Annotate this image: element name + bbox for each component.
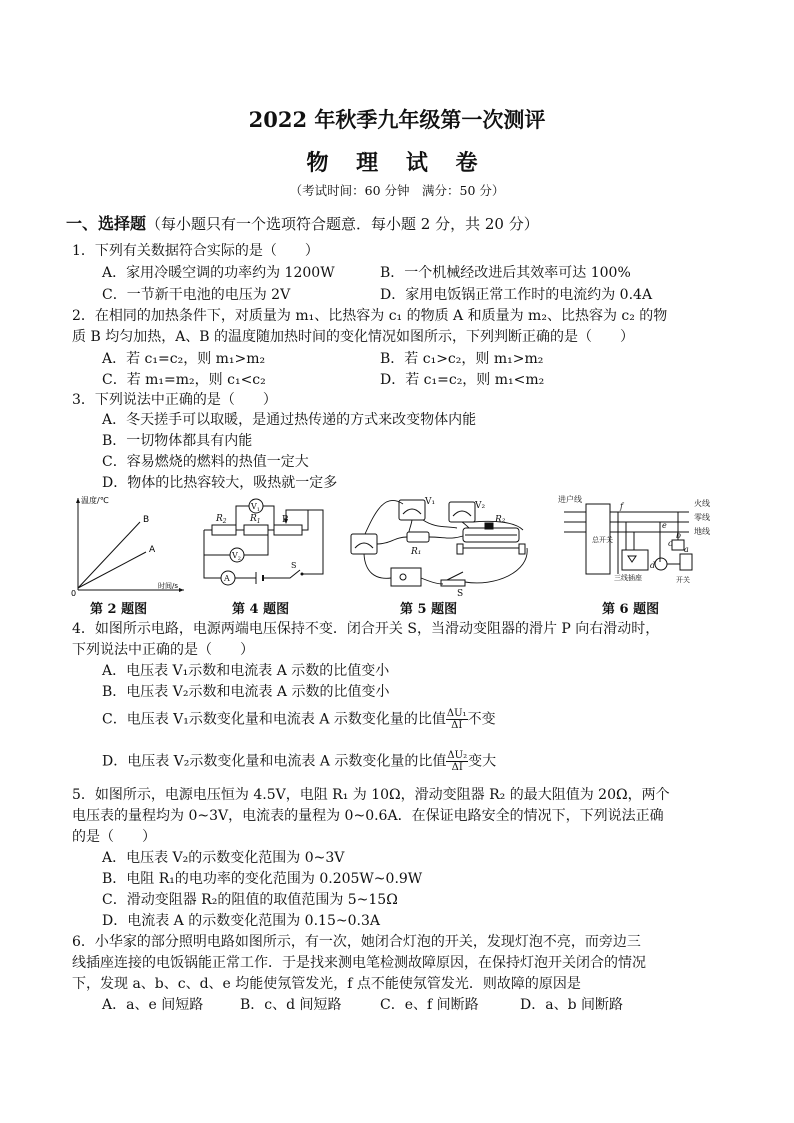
figure-q2-graph bbox=[68, 492, 188, 598]
q5-line3: 的是（ ） bbox=[72, 829, 156, 845]
svg-text:火线: 火线 bbox=[694, 499, 710, 508]
svg-text:f: f bbox=[620, 502, 623, 511]
q2-option-d: D．若 c₁=c₂，则 m₁<m₂ bbox=[380, 372, 545, 388]
fraction-d: $\frac{\text{ΔU₂}}{\Delta I}$ bbox=[447, 750, 468, 773]
q5-option-a: A．电压表 V₂的示数变化范围为 0~3V bbox=[102, 850, 345, 866]
svg-text:总开关: 总开关 bbox=[592, 536, 613, 544]
graph-label-a: A bbox=[149, 545, 156, 555]
q4-line2: 下列说法中正确的是（ ） bbox=[72, 642, 254, 658]
section-heading bbox=[66, 211, 539, 234]
figure-q5-apparatus bbox=[345, 492, 540, 598]
svg-text:e: e bbox=[662, 521, 667, 530]
svg-text:R1: $R_1$ bbox=[250, 514, 261, 525]
svg-text:c: c bbox=[668, 539, 673, 548]
svg-text:V2: $V_2$ bbox=[232, 551, 241, 562]
q1-stem: 1．下列有关数据符合实际的是（ ） bbox=[72, 243, 319, 259]
svg-text:S: S bbox=[457, 589, 464, 598]
q4-option-b: B．电压表 V₂示数和电流表 A 示数的比值变小 bbox=[102, 684, 390, 700]
exam-info: （考试时间：60 分钟 满分：50 分） bbox=[289, 183, 505, 198]
svg-text:进户线: 进户线 bbox=[558, 495, 582, 504]
q5-line2: 电压表的量程均为 0~3V，电流表的量程为 0~0.6A．在保证电路安全的情况下，下列说法正确 bbox=[72, 808, 664, 824]
graph-line-b bbox=[78, 522, 140, 588]
svg-text:开关: 开关 bbox=[676, 576, 690, 584]
svg-text:V1: $V_1$ bbox=[251, 502, 260, 513]
svg-text:V₂: V₂ bbox=[475, 501, 486, 511]
q3-stem: 3．下列说法中正确的是（ ） bbox=[72, 392, 277, 408]
q6-line1: 6．小华家的部分照明电路如图所示，有一次，她闭合灯泡的开关，发现灯泡不亮，而旁边三 bbox=[72, 934, 641, 950]
svg-text:地线: 地线 bbox=[694, 527, 710, 536]
svg-text:a: a bbox=[684, 545, 689, 554]
section-instructions: （每小题只有一个选项符合题意．每小题 2 分，共 20 分） bbox=[146, 215, 539, 233]
svg-text:R2: $R_2$ bbox=[216, 514, 227, 525]
q2-option-a: A．若 c₁=c₂，则 m₁>m₂ bbox=[102, 351, 266, 367]
q2-option-b: B．若 c₁>c₂，则 m₁>m₂ bbox=[380, 351, 544, 367]
section-title: 一、选择题 bbox=[66, 214, 147, 233]
svg-text:R₁: R₁ bbox=[411, 547, 422, 557]
q2-line2: 质 B 均匀加热，A、B 的温度随加热时间的变化情况如图所示，下列判断正确的是（ ） bbox=[72, 329, 635, 345]
caption-fig2: 第 2 题图 bbox=[90, 602, 148, 617]
q2-line1: 2．在相同的加热条件下，对质量为 m₁、比热容为 c₁ 的物质 A 和质量为 m₂、比热容为 c₂ 的物 bbox=[72, 308, 668, 324]
figure-q6-wiring bbox=[556, 492, 726, 598]
q4-line1: 4．如图所示电路，电源两端电压保持不变．闭合开关 S，当滑动变阻器的滑片 P 向右滑动时， bbox=[72, 621, 660, 637]
q3-option-d: D．物体的比热容较大，吸热就一定多 bbox=[102, 475, 338, 491]
graph-xlabel: 时间/s bbox=[158, 582, 179, 590]
q1-option-b: B．一个机械经改进后其效率可达 100% bbox=[380, 265, 631, 281]
q6-option-c: C．e、f 间断路 bbox=[380, 997, 479, 1013]
caption-fig5: 第 5 题图 bbox=[400, 602, 458, 617]
svg-text:S: S bbox=[291, 561, 297, 570]
q5-option-c: C．滑动变阻器 R₂的阻值的取值范围为 5~15Ω bbox=[102, 892, 398, 908]
subject-title: 物 理 试 卷 bbox=[306, 150, 488, 176]
q3-option-b: B．一切物体都具有内能 bbox=[102, 433, 253, 449]
graph-ylabel: 温度/℃ bbox=[81, 496, 109, 505]
figure-q4-circuit bbox=[198, 492, 328, 598]
q6-line3: 下，发现 a、b、c、d、e 均能使氖管发光，f 点不能使氖管发光．则故障的原因是 bbox=[72, 976, 581, 992]
q3-option-c: C．容易燃烧的燃料的热值一定大 bbox=[102, 454, 309, 470]
q6-line2: 线插座连接的电饭锅能正常工作．于是找来测电笔检测故障原因，在保持灯泡开关闭合的情况 bbox=[72, 955, 646, 971]
svg-text:b: b bbox=[676, 531, 682, 540]
svg-text:d: d bbox=[650, 561, 656, 570]
fraction-c: $\frac{\text{ΔU₁}}{\Delta I}$ bbox=[446, 708, 467, 731]
q6-option-d: D．a、b 间断路 bbox=[520, 997, 623, 1013]
svg-text:R₂: R₂ bbox=[495, 515, 506, 525]
q1-option-a: A．家用冷暖空调的功率约为 1200W bbox=[102, 265, 335, 281]
q1-option-c: C．一节新干电池的电压为 2V bbox=[102, 287, 291, 303]
graph-line-a bbox=[78, 552, 146, 588]
svg-text:零线: 零线 bbox=[694, 513, 710, 522]
graph-origin: 0 bbox=[71, 589, 77, 598]
q6-option-a: A．a、e 间短路 bbox=[102, 997, 204, 1013]
caption-fig4: 第 4 题图 bbox=[232, 602, 290, 617]
graph-label-b: B bbox=[143, 515, 150, 525]
svg-text:P: P bbox=[282, 515, 289, 525]
q5-line1: 5．如图所示，电源电压恒为 4.5V，电阻 R₁ 为 10Ω，滑动变阻器 R₂ 的最大阻值为 20Ω，两个 bbox=[72, 787, 670, 803]
q4-option-d: D．电压表 V₂示数变化量和电流表 A 示数变化量的比值 $\frac{\text{ΔU₂}}{\Delta I}$ 变大 bbox=[102, 750, 497, 773]
q5-option-b: B．电阻 R₁的电功率的变化范围为 0.205W~0.9W bbox=[102, 871, 423, 887]
q3-option-a: A．冬天搓手可以取暖，是通过热传递的方式来改变物体内能 bbox=[102, 412, 477, 428]
caption-fig6: 第 6 题图 bbox=[602, 602, 660, 617]
svg-text:A: A bbox=[224, 574, 230, 583]
q6-option-b: B．c、d 间短路 bbox=[240, 997, 342, 1013]
q4-option-a: A．电压表 V₁示数和电流表 A 示数的比值变小 bbox=[102, 663, 390, 679]
q2-option-c: C．若 m₁=m₂，则 c₁<c₂ bbox=[102, 372, 266, 388]
exam-title: 2022 年秋季九年级第一次测评 bbox=[248, 107, 546, 132]
q1-option-d: D．家用电饭锅正常工作时的电流约为 0.4A bbox=[380, 287, 653, 303]
q5-option-d: D．电流表 A 的示数变化范围为 0.15~0.3A bbox=[102, 913, 380, 929]
q4-option-c: C．电压表 V₁示数变化量和电流表 A 示数变化量的比值 $\frac{\text{ΔU₁}}{\Delta I}$ 不变 bbox=[102, 708, 496, 731]
svg-text:V₁: V₁ bbox=[425, 497, 436, 507]
svg-text:三线插座: 三线插座 bbox=[614, 574, 642, 582]
